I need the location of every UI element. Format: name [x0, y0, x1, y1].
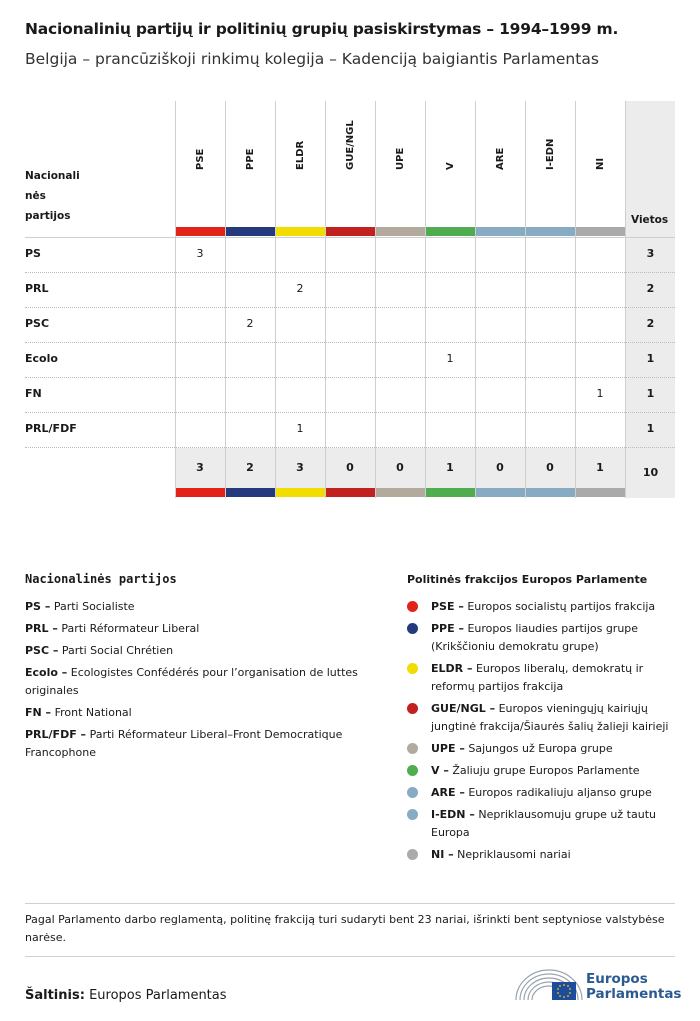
- party-abbr: PSC –: [25, 644, 59, 657]
- party-row-label: PRL/FDF: [25, 422, 77, 435]
- group-full-name: Europos liaudies partijos grupe (Krikščioniu demokratu grupe): [431, 622, 639, 653]
- seat-count-cell: 1: [596, 387, 604, 400]
- group-legend-item: [431, 806, 671, 842]
- row-total-seats: 2: [646, 282, 655, 295]
- group-column-header: PPE: [245, 148, 256, 170]
- row-divider: [25, 272, 675, 273]
- column-divider: [375, 101, 376, 498]
- group-full-name: Europos radikaliuju aljanso grupe: [468, 786, 652, 799]
- groups-legend-title: Politinės frakcijos Europos Parlamente: [407, 573, 648, 586]
- group-abbr: PSE –: [431, 600, 464, 613]
- parties-legend-title: Nacionalinės partijos: [25, 572, 177, 586]
- party-legend-item: [25, 598, 365, 616]
- row-divider: [25, 447, 675, 448]
- group-total-cell: 3: [196, 461, 204, 474]
- group-legend-item: [431, 740, 671, 758]
- party-full-name: Parti Réformateur Liberal–Front Democratique Francophone: [25, 728, 343, 759]
- group-legend-item: [431, 620, 671, 656]
- group-abbr: V –: [431, 764, 449, 777]
- group-color-dot: [407, 663, 418, 674]
- group-color-bar: [426, 227, 475, 236]
- group-color-dot: [407, 809, 418, 820]
- group-color-bar: [476, 227, 525, 236]
- column-divider: [175, 101, 176, 498]
- page-title: Nacionalinių partijų ir politinių grupių pasiskirstymas – 1994–1999 m.: [25, 20, 619, 38]
- group-color-bar: [276, 227, 325, 236]
- group-color-bar: [376, 227, 425, 236]
- group-color-dot: [407, 787, 418, 798]
- group-column-header: ARE: [495, 147, 506, 170]
- group-total-cell: 0: [546, 461, 554, 474]
- header-divider: [25, 237, 675, 238]
- group-total-cell: 0: [496, 461, 504, 474]
- group-column-header: UPE: [395, 147, 406, 170]
- group-full-name: Sajungos už Europa grupe: [468, 742, 613, 755]
- group-legend-item: [431, 784, 671, 802]
- row-total-seats: 3: [646, 247, 655, 260]
- party-abbr: PRL/FDF –: [25, 728, 87, 741]
- source-label: Šaltinis:: [25, 988, 85, 1003]
- row-total-seats: 1: [646, 352, 655, 365]
- group-total-cell: 1: [446, 461, 454, 474]
- party-full-name: Parti Social Chrétien: [61, 644, 174, 657]
- group-color-bar: [226, 227, 275, 236]
- group-total-cell: 0: [396, 461, 404, 474]
- column-divider: [475, 101, 476, 498]
- group-full-name: Žaliuju grupe Europos Parlamente: [452, 764, 640, 777]
- seat-count-cell: 1: [296, 422, 304, 435]
- group-color-bar: [426, 488, 475, 497]
- group-total-cell: 3: [296, 461, 304, 474]
- party-abbr: FN –: [25, 706, 52, 719]
- party-full-name: Parti Socialiste: [53, 600, 135, 613]
- seat-count-cell: 2: [246, 317, 254, 330]
- column-divider: [275, 101, 276, 498]
- column-divider: [325, 101, 326, 498]
- row-divider: [25, 342, 675, 343]
- row-total-seats: 2: [646, 317, 655, 330]
- group-abbr: NI –: [431, 848, 454, 861]
- group-color-bar: [576, 488, 625, 497]
- group-abbr: ELDR –: [431, 662, 473, 675]
- column-divider: [625, 101, 626, 498]
- column-divider: [575, 101, 576, 498]
- group-color-dot: [407, 849, 418, 860]
- group-column-header: PSE: [195, 148, 206, 170]
- row-total-seats: 1: [646, 387, 655, 400]
- group-full-name: Europos vieningųjų kairiųjų jungtinė frakcija/Šiaurės šalių žalieji kairieji: [431, 702, 669, 733]
- group-abbr: UPE –: [431, 742, 465, 755]
- group-full-name: Nepriklausomi nariai: [457, 848, 571, 861]
- seat-count-cell: 2: [296, 282, 304, 295]
- group-color-dot: [407, 743, 418, 754]
- group-abbr: GUE/NGL –: [431, 702, 496, 715]
- group-column-header: ELDR: [295, 140, 306, 170]
- party-legend-item: [25, 664, 365, 700]
- group-color-bar: [476, 488, 525, 497]
- divider: [25, 956, 675, 957]
- group-legend-item: [431, 598, 671, 616]
- party-full-name: Parti Réformateur Liberal: [61, 622, 200, 635]
- group-color-bar: [176, 488, 225, 497]
- group-abbr: PPE –: [431, 622, 464, 635]
- party-full-name: Front National: [54, 706, 132, 719]
- group-color-bar: [576, 227, 625, 236]
- group-color-dot: [407, 623, 418, 634]
- party-row-label: PRL: [25, 282, 49, 295]
- group-color-bar: [176, 227, 225, 236]
- seat-count-cell: 1: [446, 352, 454, 365]
- group-color-bar: [226, 488, 275, 497]
- party-row-label: Ecolo: [25, 352, 58, 365]
- seat-count-cell: 3: [196, 247, 204, 260]
- page-subtitle: Belgija – prancūziškoji rinkimų kolegija – Kadenciją baigiantis Parlamentas: [25, 50, 599, 68]
- group-legend-item: [431, 846, 671, 864]
- party-abbr: PS –: [25, 600, 51, 613]
- eu-parliament-hemicycle-icon: [514, 966, 584, 1006]
- seats-column-header: Vietos: [631, 214, 669, 226]
- source-line: [25, 988, 227, 1003]
- group-color-bar: [326, 488, 375, 497]
- logo-text: Europos Parlamentas: [586, 971, 682, 1002]
- group-full-name: Europos liberalų, demokratų ir reformų partijos frakcija: [431, 662, 644, 693]
- party-legend-item: [25, 704, 365, 722]
- party-column-header: Nacionali nės partijos: [25, 170, 80, 222]
- grand-total: 10: [642, 466, 659, 479]
- group-color-bar: [326, 227, 375, 236]
- group-column-header: NI: [595, 157, 606, 170]
- footnote: Pagal Parlamento darbo reglamentą, politinę frakciją turi sudaryti bent 23 nariai, išrinkti bent septyniose valstybėse narėse.: [25, 913, 665, 944]
- column-divider: [425, 101, 426, 498]
- column-divider: [225, 101, 226, 498]
- group-legend-item: [431, 660, 671, 696]
- group-full-name: Europos socialistų partijos frakcija: [467, 600, 656, 613]
- group-legend-item: [431, 700, 671, 736]
- row-divider: [25, 377, 675, 378]
- group-total-cell: 2: [246, 461, 254, 474]
- party-abbr: PRL –: [25, 622, 58, 635]
- group-full-name: Nepriklausomuju grupe už tautu Europa: [431, 808, 656, 839]
- party-legend-item: [25, 642, 365, 660]
- group-column-header: V: [445, 162, 456, 170]
- row-total-seats: 1: [646, 422, 655, 435]
- divider: [25, 903, 675, 904]
- group-color-bar: [276, 488, 325, 497]
- group-total-cell: 0: [346, 461, 354, 474]
- group-column-header: GUE/NGL: [345, 120, 356, 170]
- party-full-name: Ecologistes Confédérés pour l’organisation de luttes originales: [25, 666, 358, 697]
- party-legend-item: [25, 726, 365, 762]
- seats-column-bg: [626, 101, 675, 498]
- group-color-bar: [526, 488, 575, 497]
- column-divider: [525, 101, 526, 498]
- distribution-table: [0, 0, 700, 500]
- party-row-label: PSC: [25, 317, 50, 330]
- source-value: Europos Parlamentas: [89, 988, 227, 1003]
- party-row-label: FN: [25, 387, 42, 400]
- group-color-bar: [526, 227, 575, 236]
- party-abbr: Ecolo –: [25, 666, 68, 679]
- row-divider: [25, 412, 675, 413]
- group-total-cell: 1: [596, 461, 604, 474]
- group-color-dot: [407, 703, 418, 714]
- row-divider: [25, 307, 675, 308]
- group-color-dot: [407, 601, 418, 612]
- group-color-bar: [376, 488, 425, 497]
- group-abbr: I-EDN –: [431, 808, 475, 821]
- party-legend-item: [25, 620, 365, 638]
- group-column-header: I-EDN: [545, 138, 556, 170]
- group-abbr: ARE –: [431, 786, 465, 799]
- group-legend-item: [431, 762, 671, 780]
- party-row-label: PS: [25, 247, 41, 260]
- group-color-dot: [407, 765, 418, 776]
